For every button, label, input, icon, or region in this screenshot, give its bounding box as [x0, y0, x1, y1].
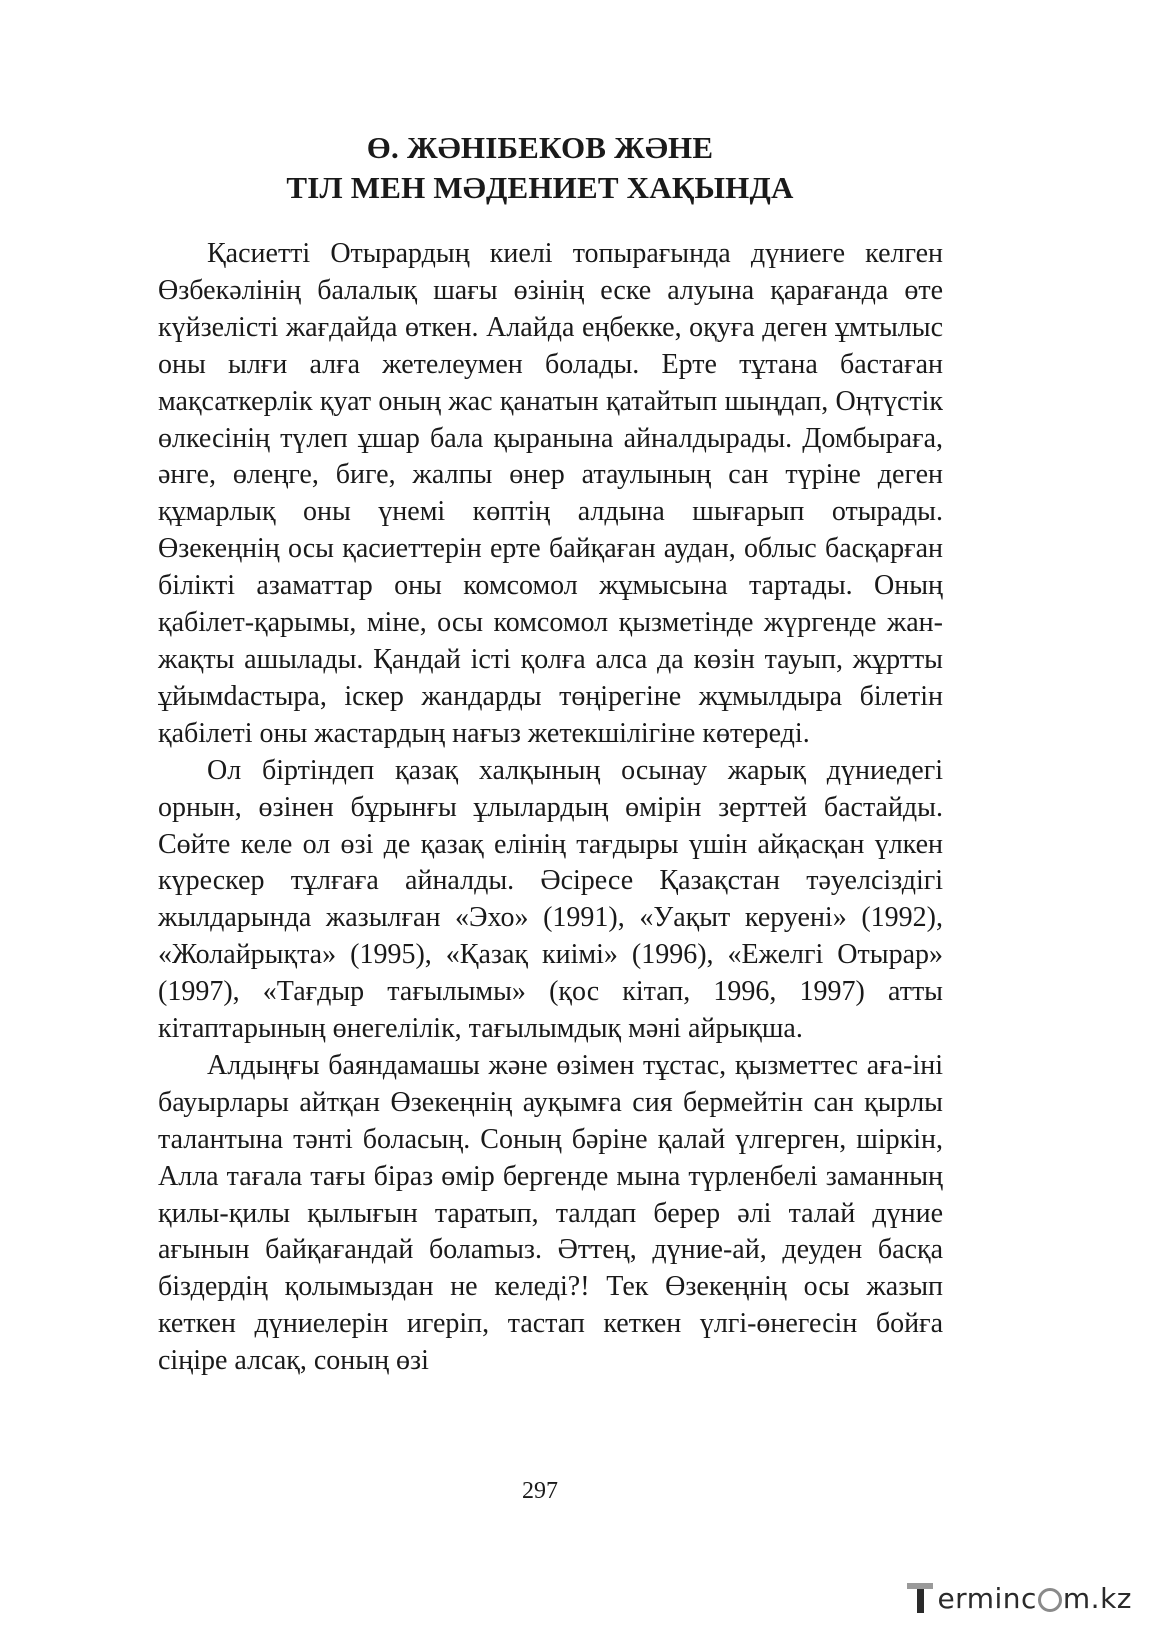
watermark-t-logo-icon [907, 1581, 935, 1615]
paragraph-3: Алдыңғы баяндамашы және өзімен тұстас, қызметтес аға-іні бауырлары айтқан Өзекеңнің ауқымға сия бермейтін сан қырлы талантына тәнті боласың. Соның бәріне қалай үлгерген, шіркін, Алла тағала тағы біраз өмір бергенде мына түрленбелі заманның қилы-қилы қылығын таратып, талдап берер әлі талай дүние ағынын байқағандай болаmыз. Әттең, дүние-ай, деуден басқа біздердің қолымыздан не келеді?! Тек Өзекеңнің осы жазып кеткен дүниелерін игеріп, тастап кеткен үлгі-өнегесін бойға сіңіре алсақ, соның өзі [158, 1049, 943, 1377]
title-line-2: ТІЛ МЕН МӘДЕНИЕТ ХАҚЫНДА [286, 170, 794, 205]
page-title [150, 128, 930, 208]
watermark-text-part1: erminc [937, 1581, 1037, 1615]
watermark-o-magnifier-icon [1038, 1588, 1062, 1612]
page-number: 297 [522, 1478, 558, 1504]
paragraph-1: Қасиетті Отырардың киелі топырағында дүниеге келген Өзбекәлінің балалық шағы өзінің еске алуына қарағанда өте күйзелісті жағдайда өткен. Алайда еңбекке, оқуға деген ұмтылыс оны ылғи алға жетелеумен болады. Ерте тұтана бастаған мақсаткерлік қуат оның жас қанатын қатайтып шыңдап, Оңтүстік өлкесінің түлеп ұшар бала қыранына айналдырады. Домбыраға, әнге, өлеңге, биге, жалпы өнер атаулының сан түріне деген құмарлық оны үнемі көптің алдына шығарып отырады. Өзекеңнің осы қасиеттерін ерте байқаған аудан, облыс басқарған білікті азаматтар оны комсомол жұмысына тартады. Оның қабілет-қарымы, міне, осы комсомол қызметінде жүргенде жан-жақты ашылады. Қандай істі қолға алса да көзін тауып, жұртты ұйымdастыра, іскер жандарды төңірегіне жұмылдыра білетін қабілеті оны жастардың нағыз жетекшілігіне көтереді. [158, 238, 943, 749]
article-body [158, 236, 943, 1380]
title-line-1: Ө. ЖӘНІБЕКОВ ЖӘНЕ [366, 130, 714, 165]
watermark-text-part2: m.kz [1062, 1581, 1132, 1615]
paragraph-2: Ол біртіндеп қазақ халқының осынау жарық дүниедегі орнын, өзінен бұрынғы ұлылардың өмірін зерттей бастайды. Сөйте келе ол өзі де қазақ елінің тағдыры үшін айқасқан үлкен күрескер тұлғаға айналды. Әсіресе Қазақстан тәуелсіздігі жылдарында жазылған «Эхо» (1991), «Уақыт керуені» (1992), «Жолайрықта» (1995), «Қазақ киімі» (1996), «Ежелгі Отырар» (1997), «Тағдыр тағылымы» (қос кітап, 1996, 1997) атты кітаптарының өнегелілік, тағылымдық мәні айрықша. [158, 754, 943, 1045]
site-watermark-logo [907, 1576, 1132, 1620]
